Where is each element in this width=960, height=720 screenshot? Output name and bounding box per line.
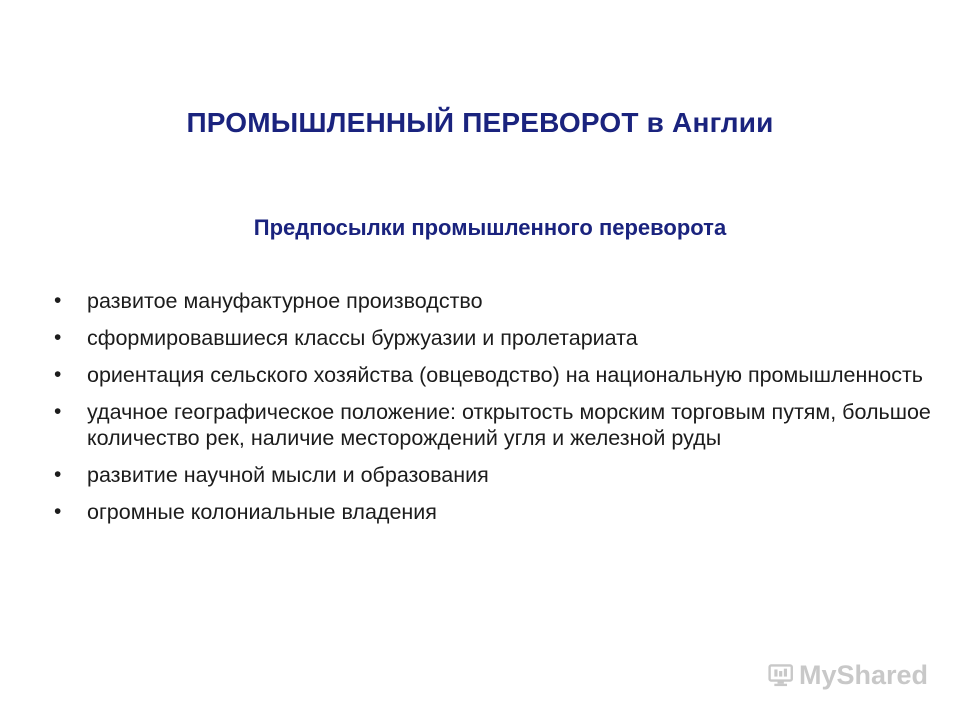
list-item <box>48 499 938 525</box>
bullet-icon: • <box>54 289 62 312</box>
list-item-text: ориентация сельского хозяйства (овцеводство) на национальную промышленность <box>87 363 924 387</box>
bullet-icon: • <box>54 363 62 386</box>
bullet-icon: • <box>54 400 62 423</box>
list-item-text: сформировавшиеся классы буржуазии и пролетариата <box>87 326 638 350</box>
list-item <box>48 362 938 388</box>
list-item-text: развитое мануфактурное производство <box>87 289 483 313</box>
list-item <box>48 399 938 451</box>
list-item-text: удачное географическое положение: открытость морским торговым путям, большое количество рек, наличие месторождений угля и железной руды <box>87 400 931 450</box>
bullet-icon: • <box>54 463 62 486</box>
list-item <box>48 288 938 314</box>
slide-title: ПРОМЫШЛЕННЫЙ ПЕРЕВОРОТ в Англии <box>186 107 774 138</box>
slide-subtitle: Предпосылки промышленного переворота <box>253 215 727 240</box>
bullet-icon: • <box>54 326 62 349</box>
bullet-list <box>48 288 938 536</box>
myshared-logo-icon <box>768 660 795 690</box>
list-item-text: огромные колониальные владения <box>87 500 437 524</box>
list-item-text: развитие научной мысли и образования <box>87 463 489 487</box>
watermark-text: MyShared <box>798 659 928 690</box>
myshared-watermark <box>768 655 928 695</box>
list-item <box>48 325 938 351</box>
list-item <box>48 462 938 488</box>
bullet-icon: • <box>54 500 62 523</box>
